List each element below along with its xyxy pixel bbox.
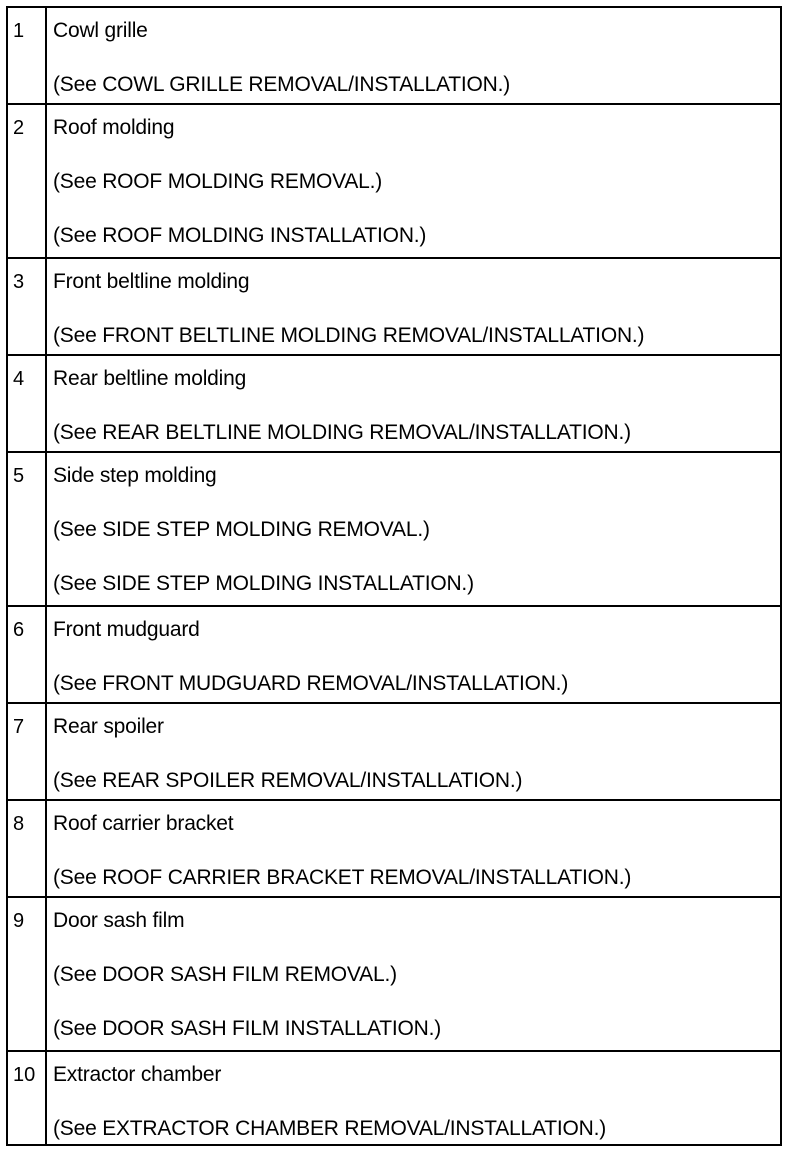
item-number: 3 bbox=[8, 258, 46, 355]
item-cell bbox=[46, 703, 780, 800]
item-reference-link[interactable]: (See REAR BELTLINE MOLDING REMOVAL/INSTALLATION.) bbox=[53, 421, 631, 444]
table-row bbox=[8, 355, 780, 452]
item-reference-link[interactable]: (See FRONT MUDGUARD REMOVAL/INSTALLATION.) bbox=[53, 672, 569, 695]
item-cell bbox=[46, 8, 780, 104]
item-reference-link[interactable]: (See ROOF CARRIER BRACKET REMOVAL/INSTALLATION.) bbox=[53, 866, 632, 889]
item-cell bbox=[46, 355, 780, 452]
item-title: Door sash film bbox=[53, 909, 185, 932]
item-reference-link[interactable]: (See ROOF MOLDING REMOVAL.) bbox=[53, 170, 383, 193]
item-title: Front beltline molding bbox=[53, 270, 250, 293]
table-row bbox=[8, 104, 780, 258]
item-reference-link[interactable]: (See REAR SPOILER REMOVAL/INSTALLATION.) bbox=[53, 769, 523, 792]
table-row bbox=[8, 258, 780, 355]
item-reference-link[interactable]: (See EXTRACTOR CHAMBER REMOVAL/INSTALLATION.) bbox=[53, 1117, 607, 1140]
item-number: 5 bbox=[8, 452, 46, 606]
item-reference-link[interactable]: (See FRONT BELTLINE MOLDING REMOVAL/INSTALLATION.) bbox=[53, 324, 645, 347]
item-number: 6 bbox=[8, 606, 46, 703]
table-row bbox=[8, 703, 780, 800]
table-row bbox=[8, 8, 780, 104]
item-number: 2 bbox=[8, 104, 46, 258]
table-row bbox=[8, 1051, 780, 1144]
item-number: 9 bbox=[8, 897, 46, 1051]
item-cell bbox=[46, 104, 780, 258]
item-cell bbox=[46, 452, 780, 606]
item-cell bbox=[46, 1051, 780, 1144]
item-title: Roof molding bbox=[53, 116, 175, 139]
item-title: Side step molding bbox=[53, 464, 217, 487]
item-number: 8 bbox=[8, 800, 46, 897]
procedure-table bbox=[8, 8, 780, 1144]
table-row bbox=[8, 800, 780, 897]
item-reference-link[interactable]: (See ROOF MOLDING INSTALLATION.) bbox=[53, 224, 427, 247]
item-title: Extractor chamber bbox=[53, 1063, 222, 1086]
item-reference-link[interactable]: (See COWL GRILLE REMOVAL/INSTALLATION.) bbox=[53, 73, 511, 96]
procedure-table-frame bbox=[6, 6, 782, 1146]
table-row bbox=[8, 452, 780, 606]
item-reference-link[interactable]: (See DOOR SASH FILM INSTALLATION.) bbox=[53, 1017, 441, 1040]
table-row bbox=[8, 897, 780, 1051]
item-cell bbox=[46, 897, 780, 1051]
item-title: Rear spoiler bbox=[53, 715, 164, 738]
item-cell bbox=[46, 800, 780, 897]
item-number: 1 bbox=[8, 8, 46, 104]
item-title: Roof carrier bracket bbox=[53, 812, 234, 835]
item-title: Front mudguard bbox=[53, 618, 200, 641]
item-cell bbox=[46, 258, 780, 355]
item-number: 10 bbox=[8, 1051, 46, 1144]
item-cell bbox=[46, 606, 780, 703]
item-reference-link[interactable]: (See DOOR SASH FILM REMOVAL.) bbox=[53, 963, 397, 986]
item-number: 4 bbox=[8, 355, 46, 452]
table-row bbox=[8, 606, 780, 703]
item-number: 7 bbox=[8, 703, 46, 800]
item-title: Rear beltline molding bbox=[53, 367, 247, 390]
item-title: Cowl grille bbox=[53, 19, 148, 42]
item-reference-link[interactable]: (See SIDE STEP MOLDING REMOVAL.) bbox=[53, 518, 430, 541]
item-reference-link[interactable]: (See SIDE STEP MOLDING INSTALLATION.) bbox=[53, 572, 474, 595]
